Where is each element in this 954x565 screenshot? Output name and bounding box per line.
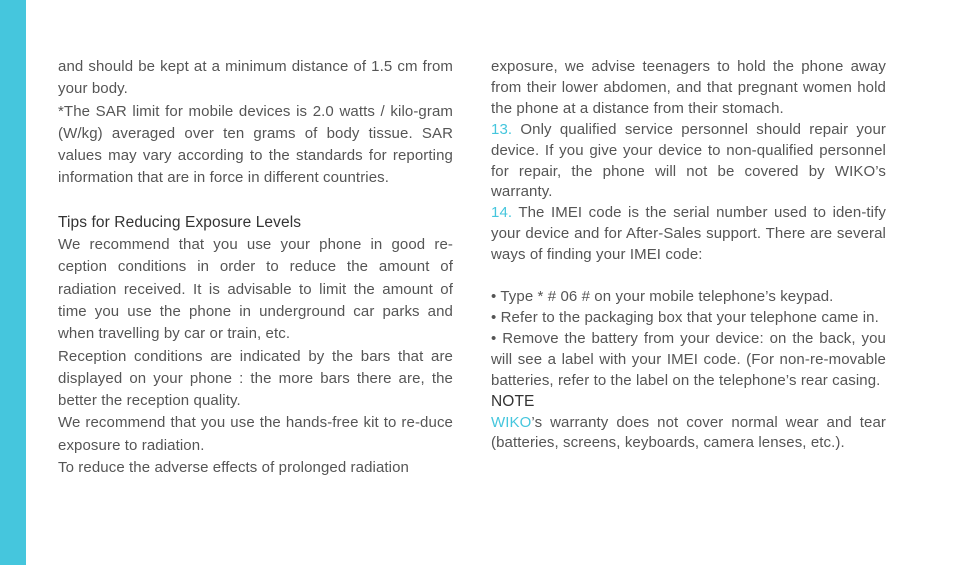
item-14-number: 14. bbox=[491, 204, 513, 222]
accent-side-bar bbox=[0, 0, 26, 565]
item-13-text: Only qualified service personnel should repair your device. If you give your device to non-qualified personnel for repair, the phone will not be covered by WIKO’s warranty. bbox=[491, 120, 886, 201]
left-paragraph-1: and should be kept at a minimum distance of 1.5 cm from your body. bbox=[58, 58, 453, 98]
left-paragraph-4: Reception conditions are indicated by the bars that are displayed on your phone : the more bars there are, the better the reception quality. bbox=[58, 347, 453, 410]
item-13-number: 13. bbox=[491, 120, 513, 138]
bullet-3: • Remove the battery from your device: on the back, you will see a label with your IMEI code. (For non-re-movable batteries, refer to the label on the telephone’s rear casing. bbox=[491, 329, 886, 389]
right-column bbox=[491, 57, 886, 454]
item-14-text: The IMEI code is the serial number used to iden-tify your device and for After-Sales support. There are several ways of finding your IMEI code: bbox=[491, 204, 886, 264]
note-label: NOTE bbox=[491, 392, 535, 410]
brand-name: WIKO bbox=[491, 413, 532, 431]
right-paragraph-1: exposure, we advise teenagers to hold the phone away from their lower abdomen, and that pregnant women hold the phone at a distance from their stomach. bbox=[491, 58, 886, 117]
bullet-1: • Type * # 06 # on your mobile telephone’s keypad. bbox=[491, 288, 834, 306]
spacer bbox=[58, 190, 453, 212]
item-13 bbox=[491, 120, 886, 204]
left-paragraph-6: To reduce the adverse effects of prolonged radiation bbox=[58, 459, 409, 477]
note-text bbox=[491, 413, 886, 455]
note-body: ’s warranty does not cover normal wear and tear (batteries, screens, keyboards, camera lenses, etc.). bbox=[491, 413, 886, 452]
left-paragraph-5: We recommend that you use the hands-free kit to re-duce exposure to radiation. bbox=[58, 414, 453, 454]
section-heading: Tips for Reducing Exposure Levels bbox=[58, 213, 302, 231]
spacer bbox=[491, 266, 886, 287]
left-paragraph-3: We recommend that you use your phone in good re-ception conditions in order to reduce the amount of radiation received. It is advisable to limit the amount of time you use the phone in underground car parks and when travelling by car or train, etc. bbox=[58, 236, 453, 343]
item-14 bbox=[491, 203, 886, 266]
left-column bbox=[58, 56, 453, 479]
bullet-2: • Refer to the packaging box that your telephone came in. bbox=[491, 308, 879, 326]
left-paragraph-2: *The SAR limit for mobile devices is 2.0 watts / kilo-gram (W/kg) averaged over ten grams of body tissue. SAR values may vary according to the standards for reporting information that are in force in different countries. bbox=[58, 102, 453, 187]
